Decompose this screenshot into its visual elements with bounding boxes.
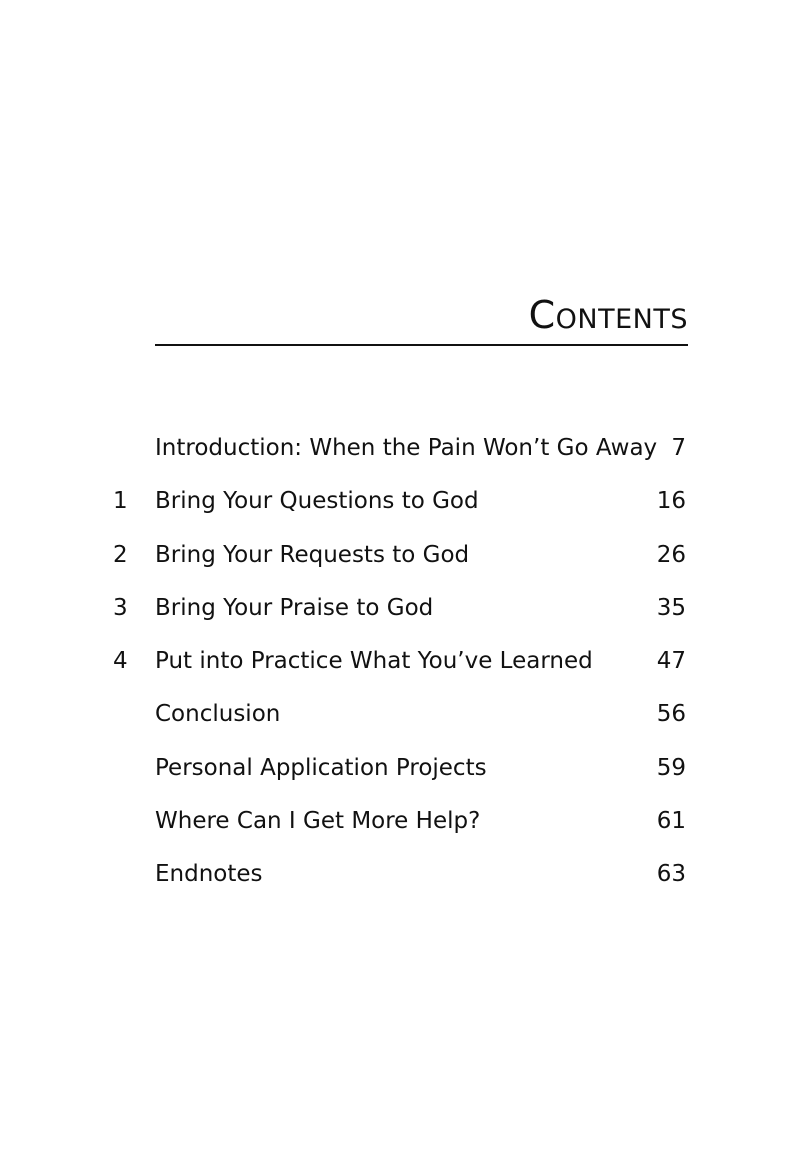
toc-entry-projects [0, 742, 803, 795]
toc-entry-number: 4 [113, 648, 128, 675]
toc-entry-page: 63 [656, 861, 686, 888]
toc-entry-conclusion [0, 688, 803, 741]
toc-entry-page: 16 [656, 488, 686, 515]
toc-entry-endnotes [0, 848, 803, 901]
toc-entry-title: Endnotes [155, 861, 263, 888]
toc-entry-title: Bring Your Questions to God [155, 488, 479, 515]
toc-entry-chapter-2 [0, 529, 803, 582]
toc-entry-page: 59 [656, 754, 686, 781]
toc-entry-chapter-3 [0, 582, 803, 635]
table-of-contents [0, 422, 803, 902]
contents-heading: Contents [528, 293, 688, 337]
toc-entry-page: 47 [656, 648, 686, 675]
toc-entry-number: 2 [113, 541, 128, 568]
toc-entry-page: 56 [656, 701, 686, 728]
heading-rule [155, 344, 688, 346]
toc-entry-title: Bring Your Requests to God [155, 541, 470, 568]
toc-entry-title: Where Can I Get More Help? [155, 808, 481, 835]
toc-entry-title: Introduction: When the Pain Won’t Go Away [155, 435, 658, 461]
toc-entry-more-help [0, 795, 803, 848]
toc-entry-page: 26 [656, 541, 686, 568]
toc-entry-title: Put into Practice What You’ve Learned [155, 648, 593, 675]
toc-entry-title: Bring Your Praise to God [155, 594, 434, 621]
toc-entry-chapter-4 [0, 635, 803, 688]
toc-entry-page: 7 [671, 435, 686, 461]
toc-entry-introduction [0, 422, 803, 475]
toc-entry-number: 1 [113, 488, 128, 515]
toc-entry-number: 3 [113, 594, 128, 621]
toc-entry-page: 35 [656, 594, 686, 621]
toc-entry-title: Personal Application Projects [155, 754, 487, 781]
toc-entry-title: Conclusion [155, 701, 281, 728]
toc-entry-page: 61 [656, 808, 686, 835]
toc-entry-chapter-1 [0, 475, 803, 528]
